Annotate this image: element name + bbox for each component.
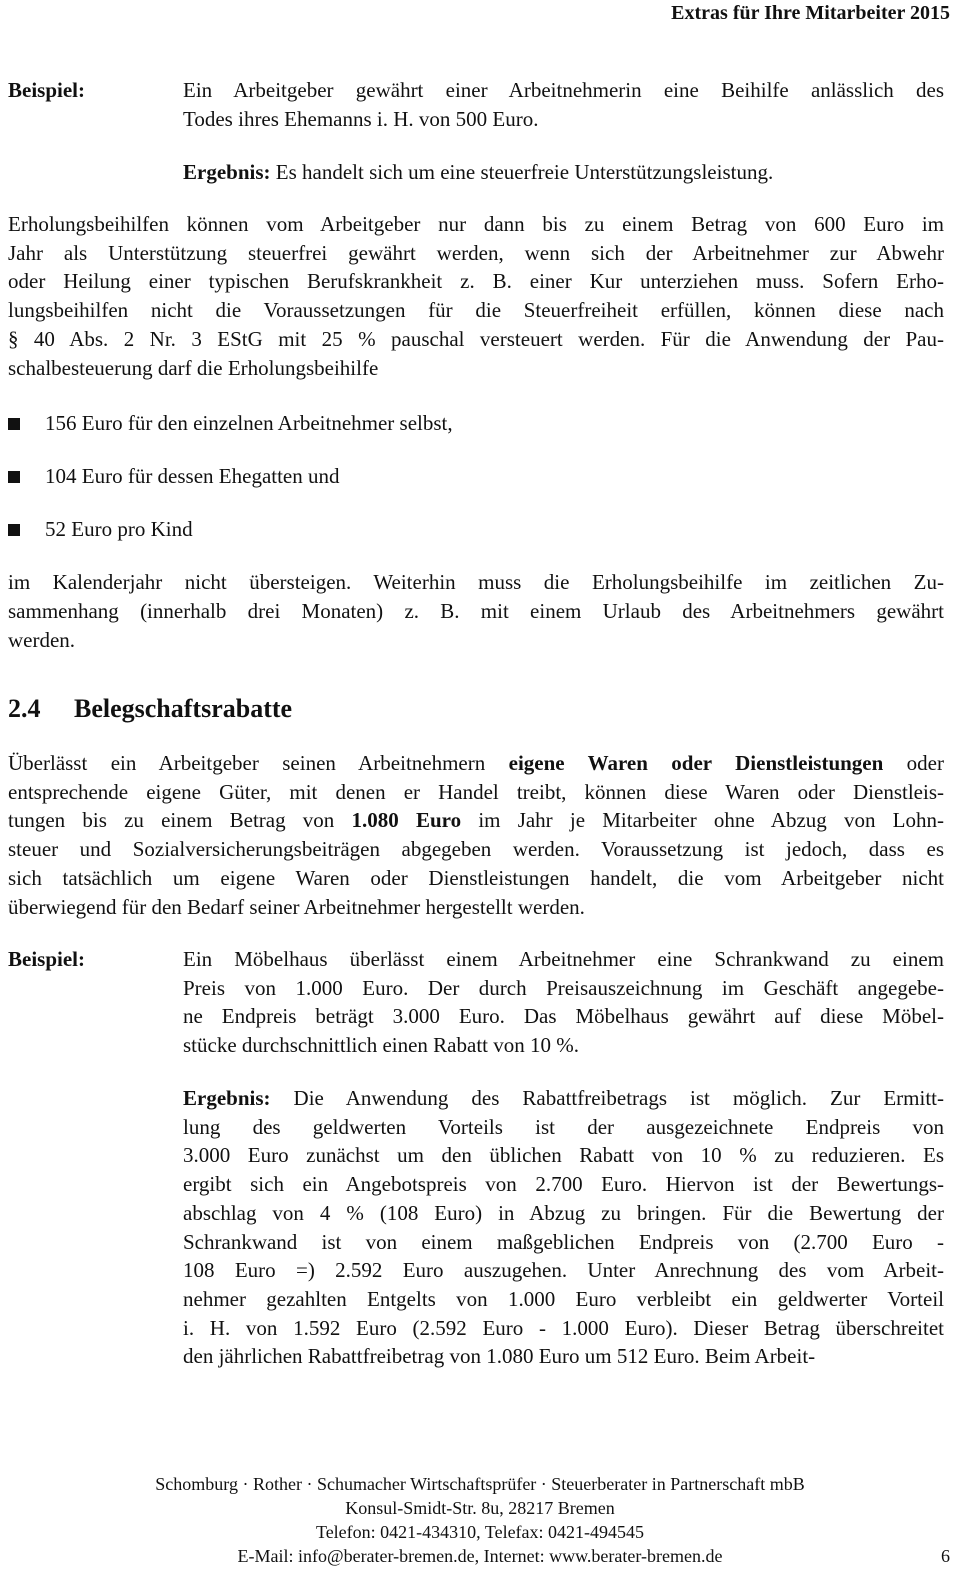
text-line bbox=[8, 297, 944, 323]
text-run: nehmer gezahlten Entgelts von 1.000 Euro verbleibt ein geldwerter Vorteil bbox=[183, 1286, 944, 1311]
text-line bbox=[183, 975, 944, 1001]
bold-text: Ergebnis: bbox=[183, 160, 271, 184]
bullet-item: 104 Euro für dessen Ehegatten und bbox=[45, 464, 340, 488]
bullet-item: 156 Euro für den einzelnen Arbeitnehmer selbst, bbox=[45, 411, 453, 435]
text-run: Überlässt ein Arbeitgeber seinen Arbeitnehmern bbox=[8, 751, 509, 775]
text-line bbox=[8, 779, 944, 805]
text-line bbox=[183, 1257, 944, 1283]
example-label: Beispiel: bbox=[8, 78, 85, 102]
page-number: 6 bbox=[941, 1546, 950, 1566]
text-line bbox=[8, 807, 944, 833]
text-run: Erholungsbeihilfen können vom Arbeitgeber nur dann bis zu einem Betrag von 600 Euro im bbox=[8, 212, 944, 236]
text-line bbox=[8, 326, 944, 352]
bullet-square-icon bbox=[8, 418, 20, 430]
section-title: Belegschaftsrabatte bbox=[74, 694, 293, 723]
text-run: oder Heilung einer typischen Berufskrankheit z. B. einer Kur unterziehen muss. Sofern Erho- bbox=[8, 269, 944, 294]
text-line bbox=[8, 211, 944, 237]
text-run: lungsbeihilfen nicht die Voraussetzungen für die Steuerfreiheit erfüllen, können diese nach bbox=[8, 298, 944, 323]
footer-line: Schomburg · Rother · Schumacher Wirtschaftsprüfer · Steuerberater in Partnerschaft mbB bbox=[155, 1474, 805, 1494]
footer-line: Telefon: 0421-434310, Telefax: 0421-494545 bbox=[315, 1522, 645, 1542]
text-run: entsprechende eigene Güter, mit denen er Handel treibt, können diese Waren oder Dienstleis- bbox=[8, 779, 944, 804]
bullet-square-icon bbox=[8, 524, 20, 536]
text-run: Todes ihres Ehemanns i. H. von 500 Euro. bbox=[183, 107, 539, 131]
text-run: Ein Arbeitgeber gewährt einer Arbeitnehmerin eine Beihilfe anlässlich des bbox=[183, 78, 944, 102]
text-run: 108 Euro =) 2.592 Euro auszugehen. Unter Anrechnung des vom Arbeit- bbox=[183, 1258, 944, 1283]
text-run: Die Anwendung des Rabattfreibetrags ist möglich. Zur Ermitt- bbox=[270, 1086, 944, 1110]
text-line bbox=[8, 894, 585, 920]
text-run: ne Endpreis beträgt 3.000 Euro. Das Möbelhaus gewährt auf diese Möbel- bbox=[183, 1004, 944, 1029]
text-run: Es handelt sich um eine steuerfreie Unterstützungsleistung. bbox=[270, 160, 774, 184]
text-run: Preis von 1.000 Euro. Der durch Preisauszeichnung im Geschäft angegebe- bbox=[183, 975, 944, 1000]
text-run: tungen bis zu einem Betrag von bbox=[8, 808, 352, 833]
text-run: lung des geldwerten Vorteils ist der ausgezeichnete Endpreis von bbox=[183, 1114, 944, 1139]
running-header: Extras für Ihre Mitarbeiter 2015 bbox=[671, 2, 950, 24]
text-line bbox=[183, 159, 773, 185]
text-run: stücke durchschnittlich einen Rabatt von 10 %. bbox=[183, 1033, 579, 1058]
text-line bbox=[183, 1032, 579, 1058]
text-run: den jährlichen Rabattfreibetrag von 1.080 Euro um 512 Euro. Beim Arbeit- bbox=[183, 1344, 816, 1369]
text-run: Schrankwand ist von einem maßgeblichen Endpreis von (2.700 Euro - bbox=[183, 1229, 944, 1254]
footer-line: Konsul-Smidt-Str. 8u, 28217 Bremen bbox=[345, 1498, 615, 1518]
text-line bbox=[183, 106, 538, 132]
text-run: Ein Möbelhaus überlässt einem Arbeitnehmer eine Schrankwand zu einem bbox=[183, 947, 944, 971]
text-run: im Kalenderjahr nicht übersteigen. Weiterhin muss die Erholungsbeihilfe im zeitlichen Zu- bbox=[8, 570, 944, 594]
text-run: ergibt sich ein Angebotspreis von 2.700 Euro. Hiervon ist der Bewertungs- bbox=[183, 1172, 944, 1197]
text-run: Jahr als Unterstützung steuerfrei gewährt werden, wenn sich der Arbeitnehmer zur Abwehr bbox=[8, 240, 944, 265]
text-line bbox=[183, 1085, 944, 1111]
bold-text: 1.080 Euro bbox=[351, 808, 462, 833]
text-line bbox=[183, 1315, 944, 1341]
text-line bbox=[183, 1142, 944, 1168]
text-line bbox=[8, 627, 75, 653]
text-run: abschlag von 4 % (108 Euro) in Abzug zu bringen. Für die Bewertung der bbox=[183, 1200, 944, 1225]
text-run: sich tatsächlich um eigene Waren oder Dienstleistungen handelt, die vom Arbeitgeber nicht bbox=[8, 865, 944, 890]
text-run: steuer und Sozialversicherungsbeiträgen abgegeben werden. Voraussetzung ist jedoch, dass es bbox=[8, 837, 944, 862]
text-line bbox=[8, 240, 944, 266]
text-line bbox=[183, 946, 944, 972]
footer-line: E-Mail: info@berater-bremen.de, Internet: www.berater-bremen.de bbox=[237, 1546, 723, 1566]
text-line bbox=[183, 1229, 944, 1255]
text-line bbox=[8, 569, 944, 595]
text-line bbox=[183, 1343, 815, 1369]
text-line bbox=[183, 77, 944, 103]
text-line bbox=[8, 836, 944, 862]
example-label: Beispiel: bbox=[8, 947, 85, 971]
text-line bbox=[8, 865, 944, 891]
text-run: im Jahr je Mitarbeiter ohne Abzug von Lohn- bbox=[461, 808, 944, 833]
text-run: schalbesteuerung darf die Erholungsbeihilfe bbox=[8, 355, 379, 380]
text-line bbox=[183, 1286, 944, 1312]
section-heading bbox=[8, 694, 292, 724]
text-run: sammenhang (innerhalb drei Monaten) z. B. mit einem Urlaub des Arbeitnehmers gewährt bbox=[8, 599, 944, 623]
text-line bbox=[8, 268, 944, 294]
bold-text: Ergebnis: bbox=[183, 1086, 271, 1110]
text-line bbox=[8, 598, 944, 624]
text-run: § 40 Abs. 2 Nr. 3 EStG mit 25 % pauschal versteuert werden. Für die Anwendung der Pau- bbox=[8, 326, 944, 351]
text-line bbox=[183, 1114, 944, 1140]
section-number: 2.4 bbox=[8, 694, 41, 723]
text-run: überwiegend für den Bedarf seiner Arbeitnehmer hergestellt werden. bbox=[8, 894, 585, 919]
text-run: 3.000 Euro zunächst um den üblichen Rabatt von 10 % zu reduzieren. Es bbox=[183, 1143, 944, 1168]
text-line bbox=[183, 1003, 944, 1029]
text-line bbox=[8, 750, 944, 776]
text-line bbox=[183, 1171, 944, 1197]
bullet-item: 52 Euro pro Kind bbox=[45, 517, 193, 541]
text-line bbox=[8, 355, 378, 381]
text-run: oder bbox=[883, 751, 944, 775]
bold-text: eigene Waren oder Dienstleistungen bbox=[508, 751, 884, 775]
text-run: i. H. von 1.592 Euro (2.592 Euro - 1.000 Euro). Dieser Betrag überschreitet bbox=[183, 1315, 944, 1340]
text-line bbox=[183, 1200, 944, 1226]
bullet-square-icon bbox=[8, 471, 20, 483]
text-run: werden. bbox=[8, 628, 76, 652]
